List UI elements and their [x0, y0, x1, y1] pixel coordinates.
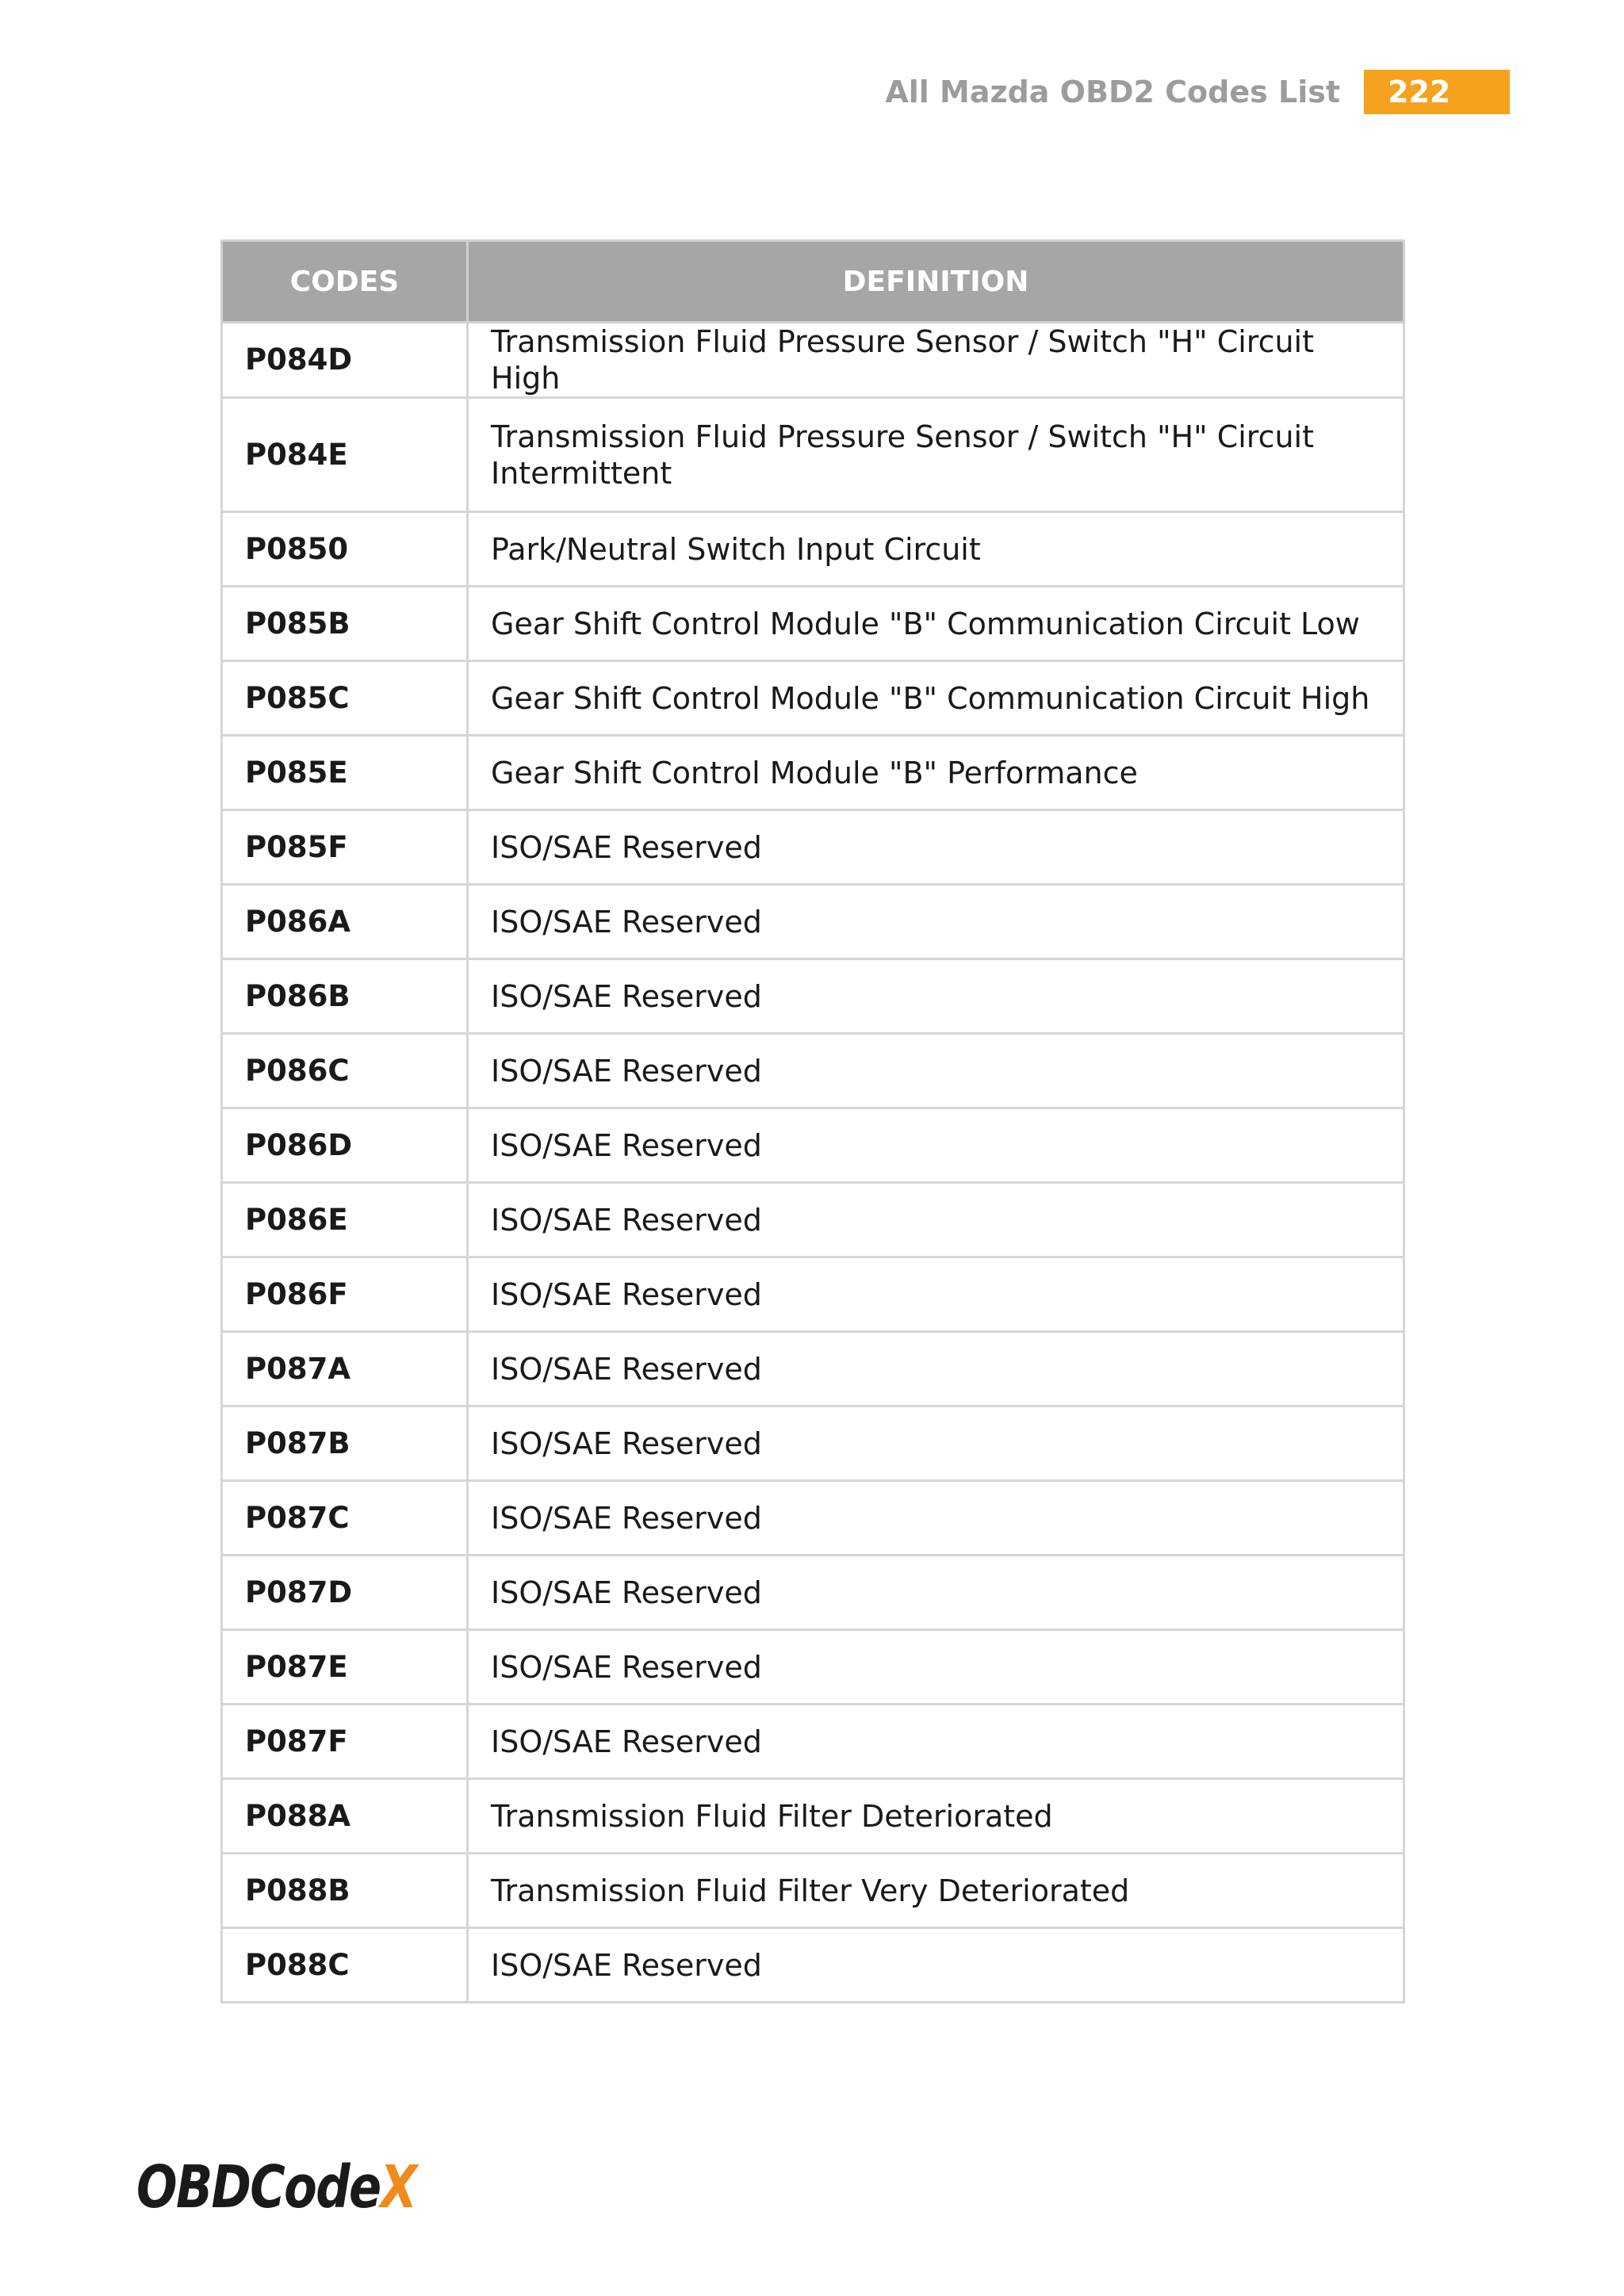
definition-cell: Transmission Fluid Pressure Sensor / Switch "H" Circuit High	[468, 323, 1404, 398]
definition-cell: Gear Shift Control Module "B" Communication Circuit High	[468, 661, 1404, 736]
code-cell: P086C	[222, 1034, 468, 1108]
code-cell: P084D	[222, 323, 468, 398]
definition-cell: ISO/SAE Reserved	[468, 810, 1404, 885]
definition-cell: ISO/SAE Reserved	[468, 1481, 1404, 1556]
table-row	[222, 959, 1404, 1034]
code-cell: P084E	[222, 398, 468, 512]
definition-cell: Park/Neutral Switch Input Circuit	[468, 512, 1404, 587]
code-cell: P086F	[222, 1257, 468, 1332]
code-cell: P085B	[222, 587, 468, 661]
code-cell: P086E	[222, 1183, 468, 1257]
column-header-definition: DEFINITION	[468, 241, 1404, 323]
table-row	[222, 1854, 1404, 1928]
definition-cell: Transmission Fluid Filter Very Deteriorated	[468, 1854, 1404, 1928]
document-title: All Mazda OBD2 Codes List	[885, 75, 1340, 109]
table-header-row	[222, 241, 1404, 323]
definition-cell: ISO/SAE Reserved	[468, 959, 1404, 1034]
code-cell: P0850	[222, 512, 468, 587]
table-row	[222, 810, 1404, 885]
code-cell: P087A	[222, 1332, 468, 1406]
code-cell: P088A	[222, 1779, 468, 1854]
table-row	[222, 1928, 1404, 2003]
code-cell: P086D	[222, 1108, 468, 1183]
code-cell: P088B	[222, 1854, 468, 1928]
table-row	[222, 1406, 1404, 1481]
definition-cell: ISO/SAE Reserved	[468, 885, 1404, 959]
table-row	[222, 1332, 1404, 1406]
definition-cell: Gear Shift Control Module "B" Communication Circuit Low	[468, 587, 1404, 661]
table-row	[222, 885, 1404, 959]
table-row	[222, 736, 1404, 810]
definition-cell: ISO/SAE Reserved	[468, 1332, 1404, 1406]
code-cell: P087E	[222, 1630, 468, 1705]
definition-cell: ISO/SAE Reserved	[468, 1257, 1404, 1332]
definition-cell: ISO/SAE Reserved	[468, 1406, 1404, 1481]
code-cell: P087F	[222, 1705, 468, 1779]
table-row	[222, 398, 1404, 512]
table-row	[222, 1556, 1404, 1630]
page-number-badge: 222	[1364, 70, 1510, 114]
definition-cell: ISO/SAE Reserved	[468, 1034, 1404, 1108]
table-row	[222, 1108, 1404, 1183]
table-row	[222, 323, 1404, 398]
table-row	[222, 587, 1404, 661]
table-row	[222, 1779, 1404, 1854]
definition-cell: Gear Shift Control Module "B" Performance	[468, 736, 1404, 810]
table-row	[222, 1034, 1404, 1108]
definition-cell: ISO/SAE Reserved	[468, 1183, 1404, 1257]
logo-wordmark	[136, 2153, 416, 2221]
definition-cell: ISO/SAE Reserved	[468, 1928, 1404, 2003]
table-row	[222, 1705, 1404, 1779]
code-cell: P085E	[222, 736, 468, 810]
table-row	[222, 661, 1404, 736]
code-cell: P086A	[222, 885, 468, 959]
definition-cell: ISO/SAE Reserved	[468, 1108, 1404, 1183]
code-cell: P085F	[222, 810, 468, 885]
definition-cell: ISO/SAE Reserved	[468, 1630, 1404, 1705]
code-cell: P085C	[222, 661, 468, 736]
definition-cell: ISO/SAE Reserved	[468, 1556, 1404, 1630]
obdcodex-logo	[136, 2145, 477, 2221]
logo-accent-text: X	[380, 2153, 416, 2221]
table-row	[222, 1183, 1404, 1257]
definition-cell: Transmission Fluid Filter Deteriorated	[468, 1779, 1404, 1854]
table-row	[222, 1481, 1404, 1556]
table-row	[222, 1257, 1404, 1332]
codes-table	[220, 239, 1405, 2003]
code-cell: P088C	[222, 1928, 468, 2003]
code-cell: P086B	[222, 959, 468, 1034]
page-header	[885, 70, 1510, 114]
table-row	[222, 1630, 1404, 1705]
table-row	[222, 512, 1404, 587]
column-header-codes: CODES	[222, 241, 468, 323]
definition-cell: ISO/SAE Reserved	[468, 1705, 1404, 1779]
code-cell: P087C	[222, 1481, 468, 1556]
code-cell: P087B	[222, 1406, 468, 1481]
logo-main-text: OBDCode	[136, 2153, 381, 2221]
code-cell: P087D	[222, 1556, 468, 1630]
definition-cell: Transmission Fluid Pressure Sensor / Switch "H" Circuit Intermittent	[468, 398, 1404, 512]
